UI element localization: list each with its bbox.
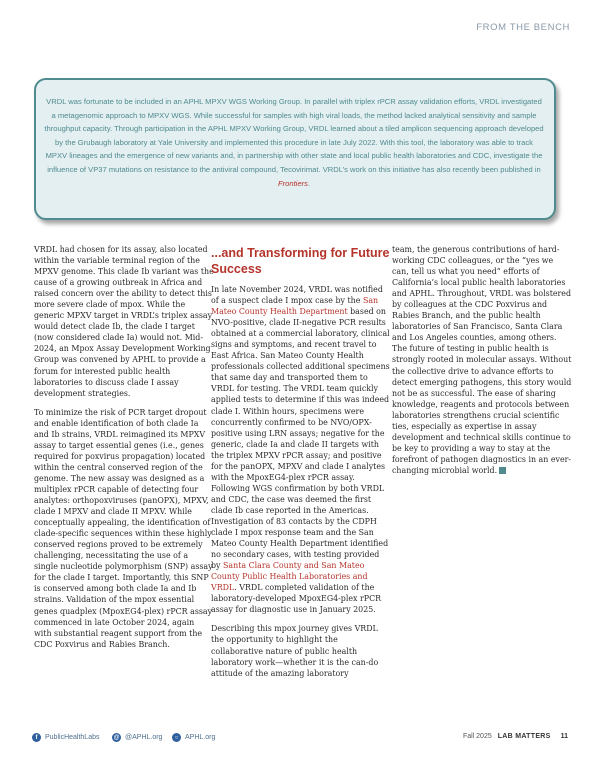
callout-body: VRDL was fortunate to be included in an APHL MPXV WGS Working Group. In parallel with triplex rPCR assay validation efforts, VRDL investigated a metagenomic approach to MPXV WGS. While successful for samples with high viral loads, the method lacked analytical sensitivity and sample throughput capacity. Through participation in the APHL MPXV Working Group, VRDL learned about a tiled amplicon sequencing approach developed by the Grubaugh laboratory at Yale University and implemented this procedure in late July 2022. With this tool, the laboratory was able to track MPXV lineages and the emergence of new variants and, in partnership with other state and local public health laboratories and CDC, investigate the influence of VP37 mutations on resistance to the antiviral compound, Tecovirimat. VRDL’s work on this initiative has also recently been published in xyxy=(44,97,544,174)
frontiers-link[interactable]: Frontiers xyxy=(277,178,308,188)
public-health-labs-link[interactable]: Santa Clara County and San Mateo County Public Health Laboratories and VRDL xyxy=(211,561,368,593)
col3-text: team, the generous contributions of hard-working CDC colleagues, or the “yes we can, tell us what you need” efforts of California’s local public health laboratories and APHL. Throughout, VRDL was bolstered by colleagues at the CDC Poxvirus and Rabies Branch, and the public health laboratories of San Francisco, Santa Clara and Los Angeles counties, among others. The future of testing in public health is strongly rooted in molecular assays. Without the collective drive to advance efforts to detect emerging pathogens, this story would not be as successful. The ease of sharing knowledge, reagents and protocols between laboratories strengthens crucial scientific ties, especially as expertise in assay development and technical skills continue to be key to providing a way to stay at the forefront of pathogen diagnostics in an ever-changing microbial world. xyxy=(392,245,572,475)
website-label: APHL.org xyxy=(185,734,216,741)
col2-text-c: . VRDL completed validation of the laboratory-developed MpoxEG4-plex rPCR assay for diagnostic use in January 2025. xyxy=(211,583,382,615)
col3-paragraph-1 xyxy=(392,244,572,476)
column-2 xyxy=(211,244,391,687)
facebook-label: PublicHealthLabs xyxy=(45,734,100,741)
col1-paragraph-1: VRDL had chosen for its assay, also located within the variable terminal region of the MPXV genome. This clade Ib variant was the cause of a growing outbreak in Africa and raised concern over the ability to detect this more severe clade of mpox. While the generic MPXV target in VRDL’s triplex assay would detect clade Ib, the clade I target (now considered clade Ia) would not. Mid-2024, an Mpox Assay Development Working Group was convened by APHL to provide a forum for interested public health laboratories to discuss clade I assay development strategies. xyxy=(34,245,214,398)
twitter-icon: @ xyxy=(113,734,120,741)
section-heading: ...and Transforming for Future Success xyxy=(211,246,390,276)
page-number: 11 xyxy=(560,733,568,740)
callout-text xyxy=(44,95,544,190)
callout-end: . xyxy=(307,178,311,188)
col2-paragraph-1 xyxy=(211,284,391,615)
end-mark-icon xyxy=(499,467,506,474)
col2-text-b: based on NVO-positive, clade II-negative PCR results obtained at a commercial laboratory, clinical signs and symptoms, and recent travel to East Africa. San Mateo County Health professionals collected additional specimens that same day and transported them to VRDL for testing. The VRDL team quickly applied tests to determine if this was indeed clade I. Within hours, specimens were concurrently confirmed to be NVO/OPX-positive using LRN assays; negative for the generic, clade Ia and clade II targets with the triplex MPXV rPCR assay; and positive for the panOPX, MPXV and clade I analytes with the MpoxEG4-plex rPCR assay. Following WGS confirmation by both VRDL and CDC, the case was deemed the first clade Ib case reported in the Americas. Investigation of 83 contacts by the CDPH clade I mpox response team and the San Mateo County Health Department identified no secondary cases, with testing provided by xyxy=(211,307,390,571)
globe-icon: ○ xyxy=(172,733,181,742)
facebook-link[interactable] xyxy=(32,733,99,742)
social-handle-link[interactable] xyxy=(112,733,162,742)
col2-paragraph-2: Describing this mpox journey gives VRDL the opportunity to highlight the collaborative nature of public health laboratory work—whether it is the can-do attitude of the amazing laboratory xyxy=(211,624,379,678)
social-handle-label: @APHL.org xyxy=(125,734,163,741)
page-info xyxy=(463,733,568,740)
facebook-icon: f xyxy=(32,733,41,742)
section-label: FROM THE BENCH xyxy=(476,22,570,33)
column-1 xyxy=(34,244,214,658)
san-mateo-health-link[interactable]: San Mateo County Health Department xyxy=(211,296,379,317)
issue-label: Fall 2025 xyxy=(462,733,492,740)
column-3 xyxy=(392,244,572,484)
publication-name: LAB MATTERS xyxy=(497,733,551,740)
col1-paragraph-2: To minimize the risk of PCR target dropout and enable identification of both clade Ia and Ib strains, VRDL reimagined its MPXV assay to target essential genes (i.e., genes required for poxvirus propagation) located within the central conserved region of the genome. The new assay was designed as a multiplex rPCR capable of detecting four analytes: orthopoxviruses (panOPX), MPXV, clade I MPXV and clade II MPXV. While conceptually appealing, the identification of clade-specific sequences within these highly conserved regions proved to be extremely challenging, necessitating the use of a single nucleotide polymorphism (SNP) assay for the clade I target. Importantly, this SNP is conserved among both clade Ia and Ib strains. Validation of the mpox essential genes quadplex (MpoxEG4-plex) rPCR assay commenced in late October 2024, again with substantial reagent support from the CDC Poxvirus and Rabies Branch. xyxy=(34,407,213,649)
col2-text-a: In late November 2024, VRDL was notified of a suspect clade I mpox case by the xyxy=(211,285,383,306)
website-link[interactable] xyxy=(172,733,215,742)
